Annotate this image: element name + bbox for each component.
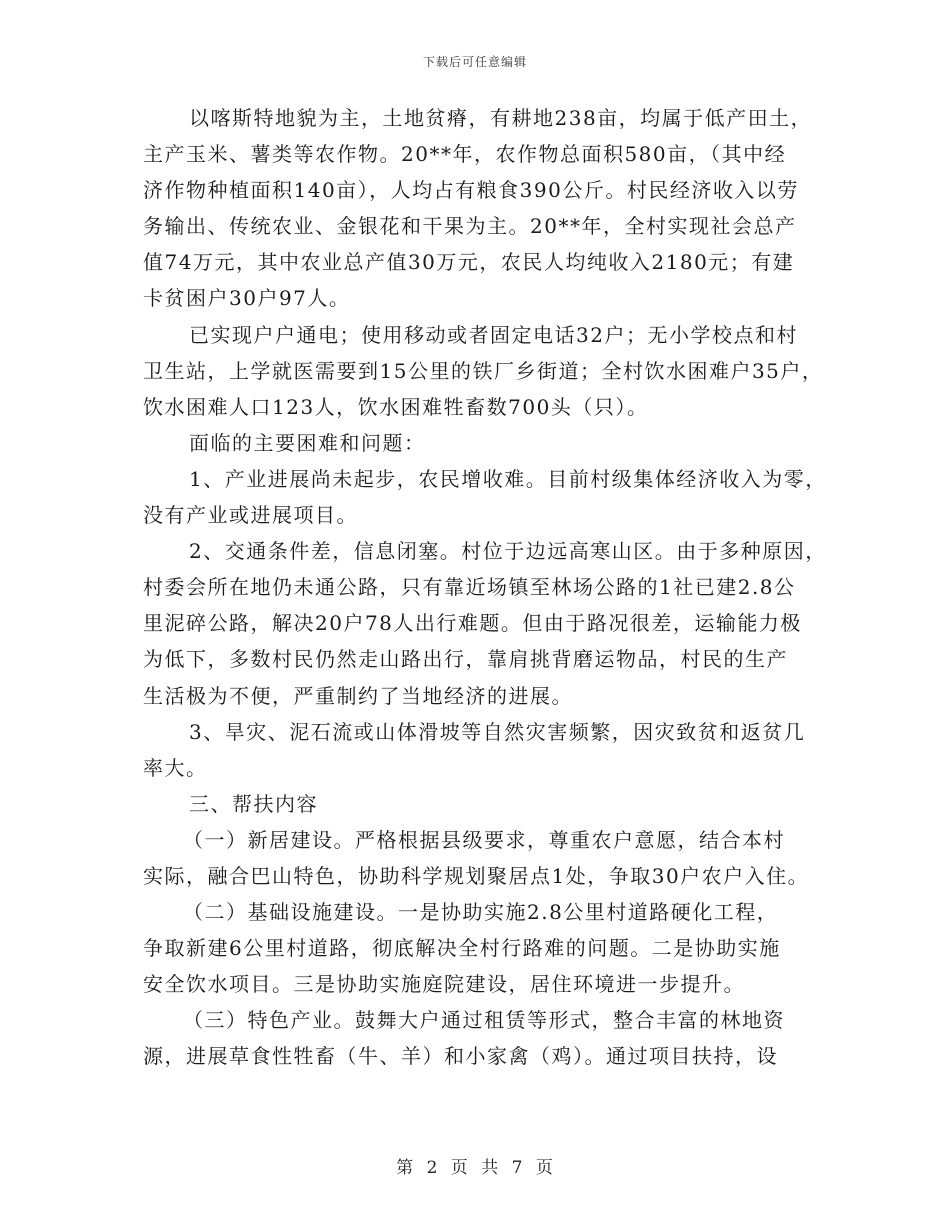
text-line: 为低下，多数村民仍然走山路出行，靠肩挑背磨运物品，村民的生产 bbox=[143, 647, 788, 672]
text-line: 源，进展草食性牲畜（牛、羊）和小家禽（鸡）。通过项目扶持，设 bbox=[143, 1044, 778, 1069]
text-line: 以喀斯特地貌为主，土地贫瘠，有耕地238亩，均属于低产田土， bbox=[189, 106, 813, 130]
text-line: 务输出、传统农业、金银花和干果为主。20**年，全村实现社会总产 bbox=[143, 214, 797, 239]
text-line: 卫生站，上学就医需要到15公里的铁厂乡街道；全村饮水困难户35户， bbox=[143, 358, 824, 383]
text-line: （二）基础设施建设。一是协助实施2.8公里村道路硬化工程， bbox=[183, 900, 779, 925]
text-line: 已实现户户通电；使用移动或者固定电话32户；无小学校点和村 bbox=[189, 322, 798, 347]
page-header: 下载后可任意编辑 bbox=[422, 55, 527, 69]
section-heading: 三、帮扶内容 bbox=[189, 791, 318, 816]
text-line: 没有产业或进展项目。 bbox=[143, 503, 358, 528]
page-footer: 第 2 页 共 7 页 bbox=[396, 1158, 554, 1178]
text-line: 村委会所在地仍未通公路，只有靠近场镇至林场公路的1社已建2.8公 bbox=[143, 575, 796, 600]
section-heading: 面临的主要困难和问题： bbox=[189, 430, 426, 455]
text-line: 济作物种植面积140亩），人均占有粮食390公斤。村民经济收入以劳 bbox=[143, 178, 799, 203]
text-line: （三）特色产业。鼓舞大户通过租赁等形式，整合丰富的林地资 bbox=[183, 1008, 785, 1033]
text-line: 1、产业进展尚未起步，农民增收难。目前村级集体经济收入为零， bbox=[189, 466, 827, 491]
text-line: 安全饮水项目。三是协助实施庭院建设，居住环境进一步提升。 bbox=[143, 972, 745, 997]
text-line: （一）新居建设。严格根据县级要求，尊重农户意愿，结合本村 bbox=[183, 827, 785, 852]
text-line: 3、旱灾、泥石流或山体滑坡等自然灾害频繁，因灾致贫和返贫几 bbox=[189, 719, 806, 744]
text-line: 里泥碎公路，解决20户78人出行难题。但由于路况很差，运输能力极 bbox=[143, 611, 802, 636]
text-line: 值74万元，其中农业总产值30万元，农民人均纯收入2180元；有建 bbox=[143, 250, 795, 275]
text-line: 饮水困难人口123人，饮水困难牲畜数700头（只）。 bbox=[143, 394, 649, 419]
text-line: 争取新建6公里村道路，彻底解决全村行路难的问题。二是协助实施 bbox=[143, 936, 781, 961]
text-line: 卡贫困户30户97人。 bbox=[143, 286, 351, 311]
text-line: 主产玉米、薯类等农作物。20**年，农作物总面积580亩，（其中经 bbox=[143, 142, 787, 167]
text-line: 实际，融合巴山特色，协助科学规划聚居点1处，争取30户农户入住。 bbox=[143, 863, 810, 888]
text-line: 2、交通条件差，信息闭塞。村位于边远高寒山区。由于多种原因， bbox=[189, 539, 827, 564]
text-line: 生活极为不便，严重制约了当地经济的进展。 bbox=[143, 683, 573, 708]
text-line: 率大。 bbox=[143, 755, 208, 780]
document-body bbox=[143, 100, 833, 1075]
